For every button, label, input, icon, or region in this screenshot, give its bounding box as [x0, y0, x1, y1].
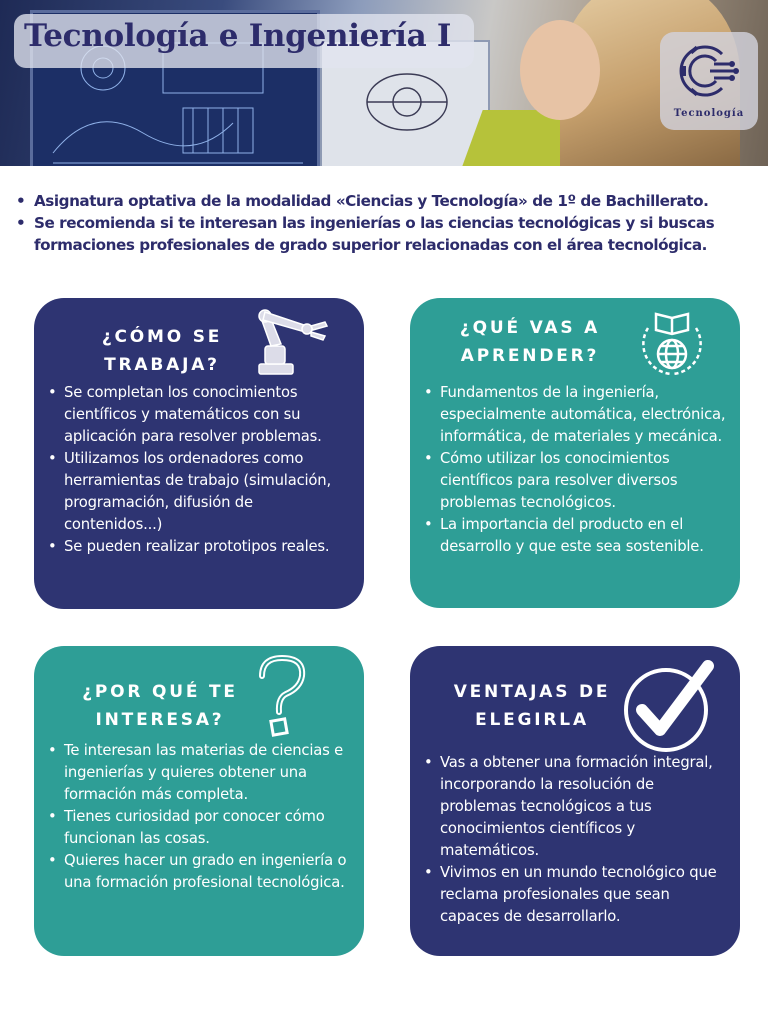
- card-item: • Fundamentos de la ingeniería, especialmente automática, electrónica, informática, de materiales y mecánica.: [424, 382, 730, 448]
- robot-arm-icon: [249, 304, 334, 379]
- card-item: • Utilizamos los ordenadores como herramientas de trabajo (simulación, programación, difusión de contenidos...): [48, 448, 354, 536]
- engineer-face: [520, 20, 600, 120]
- intro-item: • Se recomienda si te interesan las ingenierías o las ciencias tecnológicas y si buscas formaciones profesionales de grado superior relacionadas con el área tecnológica.: [14, 212, 760, 256]
- heading-line: ¿QUÉ VAS A: [459, 318, 601, 338]
- checkmark-circle-icon: [622, 658, 718, 754]
- card-heading: [432, 678, 632, 734]
- card-heading: [60, 678, 260, 734]
- card-item: • Tienes curiosidad por conocer cómo funcionan las cosas.: [48, 806, 354, 850]
- intro-item: • Asignatura optativa de la modalidad «Ciencias y Tecnología» de 1º de Bachillerato.: [14, 190, 760, 212]
- card-que-vas-a-aprender: [410, 298, 740, 608]
- card-list: [424, 382, 730, 558]
- card-heading: [426, 314, 634, 370]
- card-list: [48, 740, 354, 894]
- heading-line: INTERESA?: [95, 710, 225, 730]
- card-list: [48, 382, 354, 558]
- gear-circuit-icon: [676, 40, 742, 102]
- heading-line: VENTAJAS DE: [453, 682, 611, 702]
- card-item: • Vivimos en un mundo tecnológico que reclama profesionales que sean capaces de desarrollarlo.: [424, 862, 730, 928]
- card-heading: [62, 323, 262, 379]
- card-por-que-te-interesa: [34, 646, 364, 956]
- card-item: • Te interesan las materias de ciencias e ingenierías y quieres obtener una formación más completa.: [48, 740, 354, 806]
- card-item: • Quieres hacer un grado en ingeniería o una formación profesional tecnológica.: [48, 850, 354, 894]
- card-item: • Cómo utilizar los conocimientos científicos para resolver diversos problemas tecnológicos.: [424, 448, 730, 514]
- intro-list: [14, 190, 760, 256]
- card-como-se-trabaja: [34, 298, 364, 609]
- page-title: Tecnología e Ingeniería I: [24, 18, 452, 54]
- question-mark-icon: [252, 654, 312, 744]
- card-ventajas-de-elegirla: [410, 646, 740, 956]
- heading-line: ELEGIRLA: [475, 710, 589, 730]
- heading-line: TRABAJA?: [104, 355, 220, 375]
- heading-line: APRENDER?: [460, 346, 600, 366]
- heading-line: ¿CÓMO SE: [101, 327, 223, 347]
- card-item: • La importancia del producto en el desarrollo y que este sea sostenible.: [424, 514, 730, 558]
- card-item: • Se completan los conocimientos científicos y matemáticos con su aplicación para resolver problemas.: [48, 382, 354, 448]
- card-item: • Se pueden realizar prototipos reales.: [48, 536, 354, 558]
- card-item: • Vas a obtener una formación integral, incorporando la resolución de problemas tecnológicos a tus conocimientos científicos y matemáticos.: [424, 752, 730, 862]
- logo-text: Tecnología: [673, 108, 745, 119]
- book-globe-icon: [634, 306, 710, 382]
- heading-line: ¿POR QUÉ TE: [82, 682, 238, 702]
- card-list: [424, 752, 730, 928]
